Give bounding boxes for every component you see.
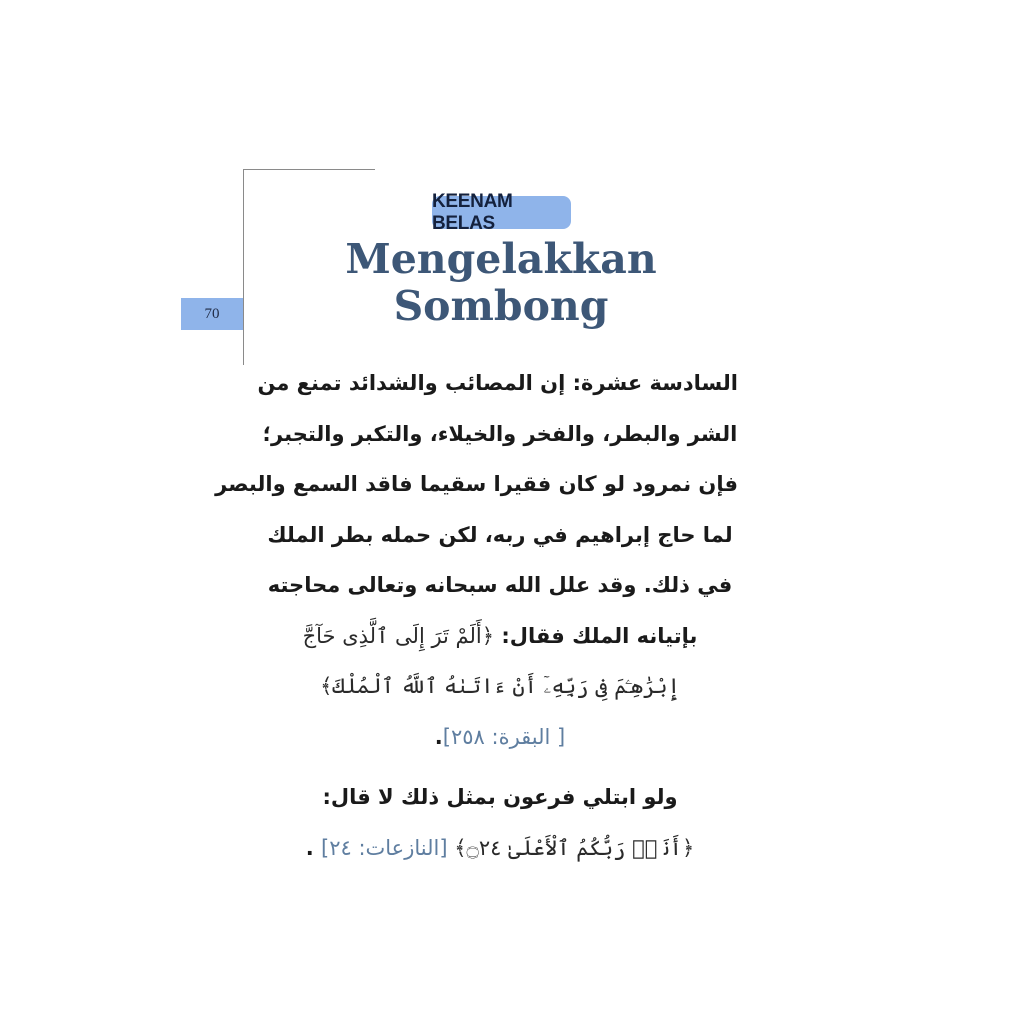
body-line-9: ولو ابتلي فرعون بمثل ذلك لا قال: — [322, 785, 678, 809]
page-number-text: 70 — [204, 305, 220, 322]
body-line-3: فإن نمرود لو كان فقيرا سقيما فاقد السمع والبصر — [215, 472, 738, 496]
body-line-6-text: بإتيانه الملك فقال: — [494, 623, 698, 648]
body-line-10 — [262, 823, 738, 874]
chapter-title-line-2: Sombong — [393, 282, 609, 330]
chapter-badge — [432, 190, 571, 234]
body-line-4: لما حاج إبراهيم في ربه، لكن حمله بطر الملك — [267, 522, 733, 547]
reference-naziat: [النازعات: ٢٤] — [321, 835, 455, 860]
page-number — [181, 298, 243, 330]
body-line-10-end: . — [305, 835, 321, 860]
body-line-5: في ذلك. وقد علل الله سبحانه وتعالى محاجته — [267, 573, 733, 597]
quran-verse-baqarah-part-2: إِبْرَٰهِـۧمَ فِى رَبِّهِۦٓ أَنْ ءَاتَىٰهُ ٱللَّهُ ٱلْمُلْكَ﴾ — [320, 674, 680, 698]
body-line-8 — [262, 712, 738, 763]
body-line-6 — [262, 611, 738, 662]
chapter-title-line-1: Mengelakkan — [345, 235, 657, 283]
quran-verse-baqarah-part-1: ﴿أَلَمْ تَرَ إِلَى ٱلَّذِى حَآجَّ — [302, 623, 495, 648]
arabic-body — [215, 358, 738, 762]
body-line-8-end: . — [434, 724, 443, 749]
arabic-body-second — [262, 772, 738, 873]
frame-line-left — [243, 169, 244, 365]
reference-baqarah: [ البقرة: ٢٥٨] — [442, 724, 566, 749]
chapter-title — [300, 236, 702, 330]
body-line-2: الشر والبطر، والفخر والخيلاء، والتكبر والتجبر؛ — [262, 421, 738, 446]
body-line-1: السادسة عشرة: إن المصائب والشدائد تمنع من — [257, 371, 738, 395]
frame-line-top — [243, 169, 375, 170]
quran-verse-naziat: ﴿أَنَا۠ رَبُّكُمُ ٱلْأَعْلَىٰ ۝٢٤﴾ — [454, 835, 695, 860]
chapter-badge-label: KEENAM BELAS — [432, 190, 513, 234]
